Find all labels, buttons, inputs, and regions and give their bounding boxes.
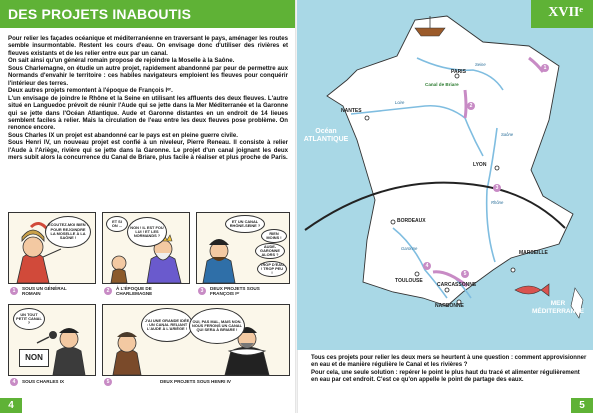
comic-panel-3 — [196, 212, 290, 284]
paragraph: Pour relier les façades océanique et méditerranéenne en traversant le pays, aménager les routes semble insurmontable. Restent les cours d'eau. On envisage donc d'utiliser des rivières et fleuves existants et de les relier entre eux par un canal. — [8, 35, 288, 57]
label-nantes: NANTES — [341, 108, 362, 114]
speech-bubble: UN TOUT PETIT CANAL ? — [13, 308, 45, 330]
paragraph: On sait ainsi qu'un général romain propose de rejoindre la Moselle à la Saône. — [8, 57, 235, 65]
panel-number-3: 3 — [198, 287, 206, 295]
page-number-right: 5 — [571, 398, 593, 413]
label-rhone: Rhône — [491, 200, 504, 205]
paragraph: Tous ces projets pour relier les deux mers se heurtent à une question : comment approvisionner en eau et de manière régulière le Canal et les rivières ? — [311, 355, 587, 369]
title-bar — [0, 0, 296, 28]
chapter-label: XVIIᵉ — [548, 5, 583, 20]
label-bordeaux: BORDEAUX — [397, 218, 426, 224]
chapter-bar — [531, 0, 593, 28]
panel-number-1: 1 — [10, 287, 18, 295]
speech-bubble: AUDE-GARONNE ALORS ? — [255, 243, 285, 259]
label-marseille: MARSEILLE — [519, 250, 548, 256]
label-narbonne: NARBONNE — [435, 303, 464, 309]
panel-caption-1: SOUS UN GÉNÉRAL ROMAIN — [22, 286, 67, 297]
answer-box: NON — [19, 349, 49, 367]
label-ocean: Océan ATLANTIQUE — [303, 128, 349, 143]
label-garonne: Garonne — [401, 246, 418, 251]
map-marker-4: 4 — [423, 262, 431, 270]
comic-panel-2 — [102, 212, 190, 284]
panel-caption-3: DEUX PROJETS SOUS FRANÇOIS Iᵉʳ — [210, 286, 260, 297]
paragraph: Sous Charles IX un projet est abandonné car le pays est en pleine guerre civile. — [8, 131, 238, 139]
panel-number-5: 5 — [104, 378, 112, 386]
map-marker-2: 2 — [467, 102, 475, 110]
label-toulouse: TOULOUSE — [395, 278, 423, 284]
label-paris: PARIS — [451, 69, 466, 75]
right-page — [297, 0, 593, 413]
comic-panel-1 — [8, 212, 96, 284]
panel-caption-4: SOUS CHARLES IX — [22, 379, 65, 384]
speech-bubble: ET SI ON ... — [106, 216, 128, 232]
speech-bubble: NON ! IL EST FOU LUI ! ET LES NORMANDS ? — [127, 217, 167, 247]
page-number-left: 4 — [0, 398, 22, 413]
speech-bubble: RIEN MOINS ! — [261, 229, 287, 243]
label-carcassonne: CARCASSONNE — [437, 282, 477, 288]
map-marker-3: 3 — [493, 184, 501, 192]
speech-bubble: J'AI UNE GRANDE IDÉE : UN CANAL RELIANT L'AUDE À L'ARIÈGE ! — [141, 308, 193, 342]
speech-bubble: ET UN CANAL RHÔNE-SEINE ? — [225, 215, 265, 233]
body-text — [8, 35, 288, 162]
comic-panel-5 — [102, 304, 290, 376]
label-loire: Loire — [395, 100, 405, 105]
label-saone: Saône — [501, 132, 514, 137]
paragraph: Sous Henri IV, un nouveau projet est confié à un niveleur, Pierre Reneau. Il consiste à relier l'Aude à l'Ariège, rivière qui se jette dans la Garonne. Le projet d'un canal joignant les deux mers subit alors la concurrence du Canal de Briare, plus facile à réaliser et plus proche de Paris. — [8, 139, 288, 162]
panel-number-4: 4 — [10, 378, 18, 386]
bottom-text — [311, 355, 587, 385]
left-page — [0, 0, 296, 413]
france-map — [297, 0, 593, 350]
page-title: DES PROJETS INABOUTIS — [8, 6, 192, 22]
label-sea: MER MÉDITERRANÉE — [531, 300, 584, 315]
speech-bubble: TROP D'EAU ! TROP PEU ! — [257, 261, 287, 277]
map-marker-5: 5 — [461, 270, 469, 278]
label-canal: Canal de Briare — [425, 82, 459, 87]
panel-number-2: 2 — [104, 287, 112, 295]
panel-caption-2: À L'ÉPOQUE DE CHARLEMAGNE — [116, 286, 153, 297]
paragraph: L'un envisage de joindre le Rhône et la Seine en utilisant les affluents des deux fleuves. L'autre situé en Languedoc prévoit de réunir l'Aude qui se jette dans la Mer Méditerranée et la Garonne qui se jette dans l'Océan Atlantique. Aude et Garonne distantes en un endroit de 14 lieues semblent faciles à relier. Mais la circulation de l'eau entre les deux fleuves pose problème. On renonce encore. — [8, 94, 288, 132]
speech-bubble: ÉCOUTEZ-MOI BIEN : POUR REJOINDRE LA MOSELLE À LA SAÔNE ! — [45, 216, 91, 248]
comic-panel-4 — [8, 304, 96, 376]
paragraph: Sous Charlemagne, on étudie un autre projet, rapidement abandonné par peur de permettre aux Normands d'envahir le territoire : ces habiles navigateurs emploient les fleuves pour conquérir l'intérieur des terres. — [8, 64, 288, 87]
paragraph: Pour cela, une seule solution : repérer le point le plus haut du tracé et alimenter régulièrement en eau par cet endroit. C'est ce qu'on appelle le point de partage des eaux. — [311, 369, 580, 384]
panel-caption-5: DEUX PROJETS SOUS HENRI IV — [160, 379, 231, 384]
speech-bubble: OUI, PAS MAL, MAIS NON. NOUS FERONS UN CANAL QUI SERA À BRIARE ! — [189, 308, 245, 344]
label-lyon: LYON — [473, 162, 487, 168]
label-seine: Seine — [475, 62, 486, 67]
map-marker-1: 1 — [541, 64, 549, 72]
paragraph: Deux autres projets remontent à l'époque de François Iᵉʳ. — [8, 87, 173, 95]
